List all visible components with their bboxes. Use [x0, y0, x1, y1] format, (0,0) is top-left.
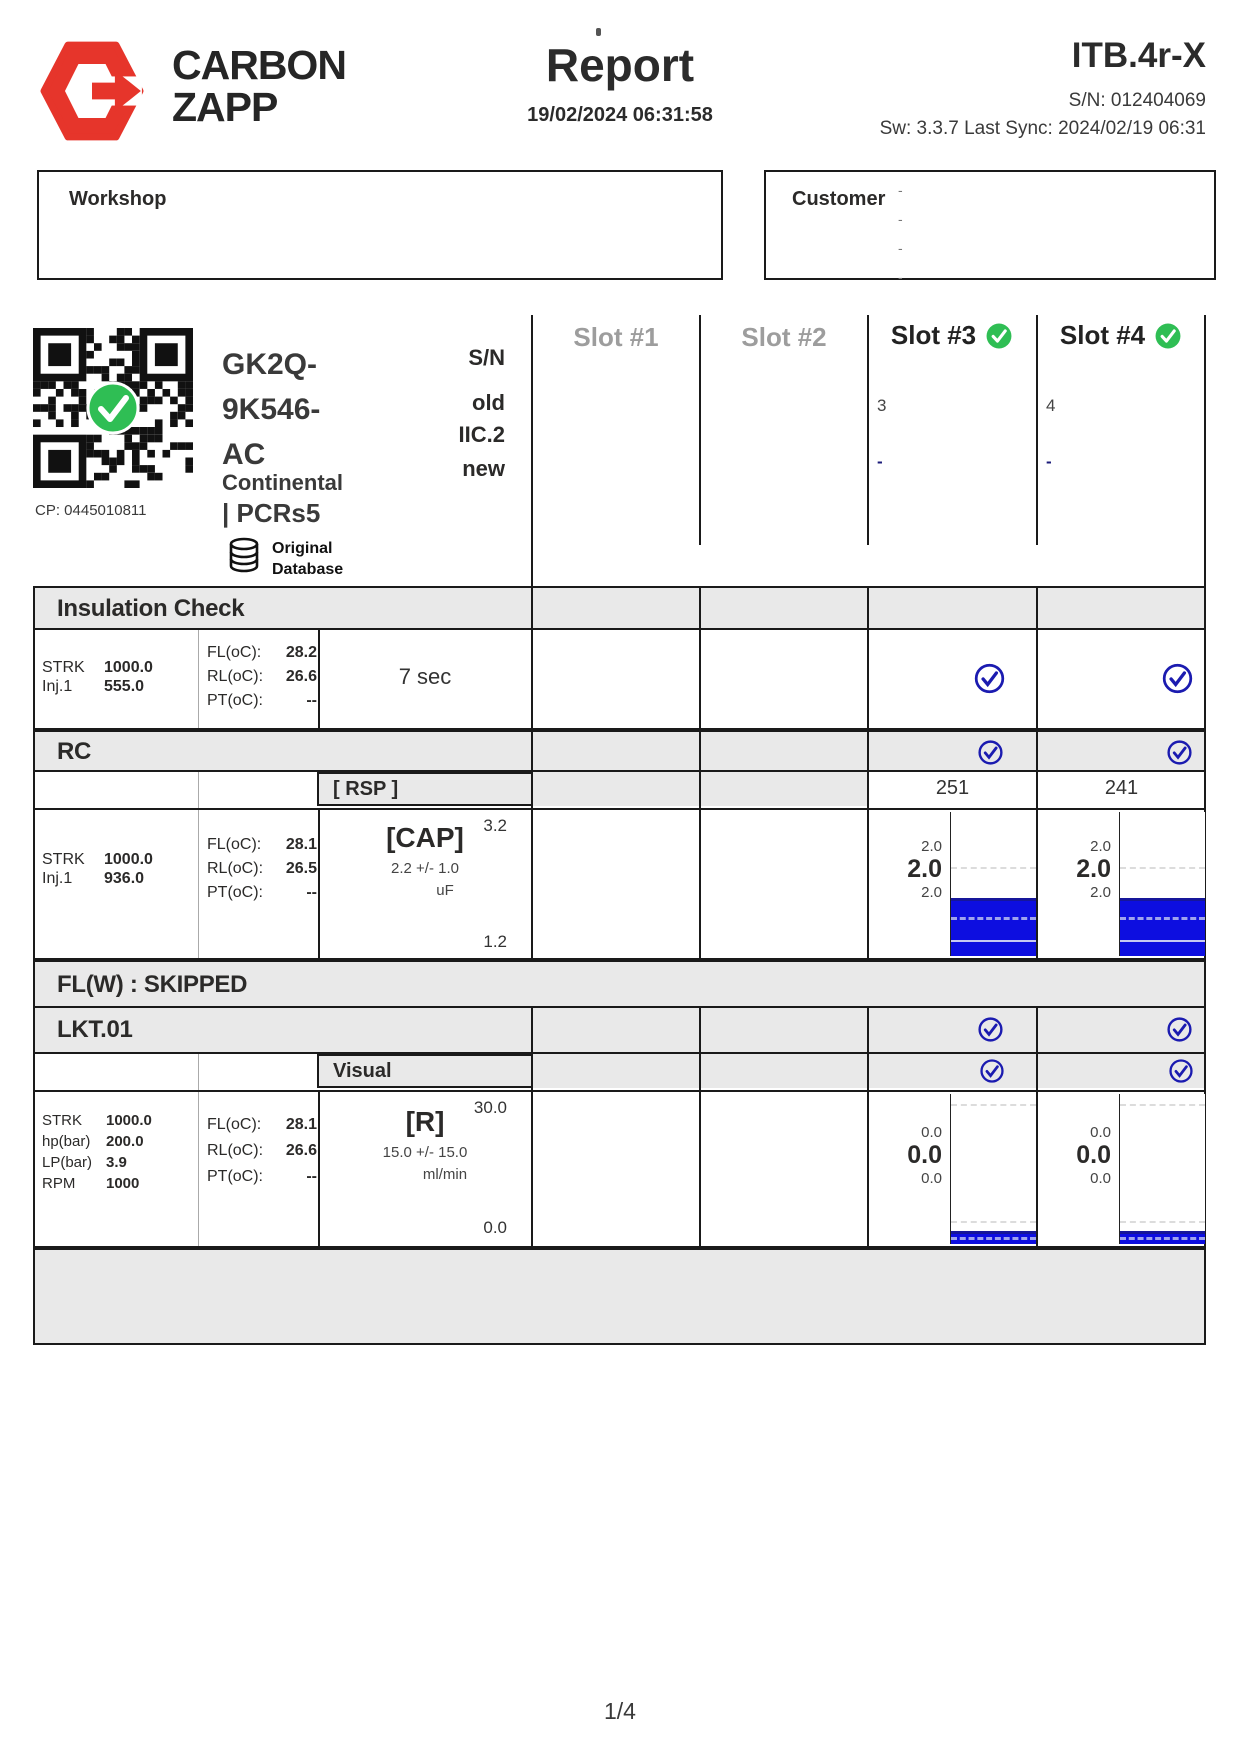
new-label: new — [462, 456, 505, 481]
cap-gauge-slot3 — [950, 812, 1036, 956]
r-data-row — [33, 1092, 1206, 1248]
value-avg: 0.0 — [1076, 1141, 1111, 1169]
slot-4-visual-check-icon — [1168, 1058, 1194, 1084]
slot-3-sn-old: 3 — [877, 396, 887, 415]
cap-slot3-values — [869, 838, 942, 901]
value-avg: 2.0 — [907, 855, 942, 883]
original-database-label — [272, 538, 343, 580]
temp-value: 26.6 — [285, 1142, 317, 1159]
param-label: STRK — [42, 659, 85, 676]
value-low: 0.0 — [1090, 1170, 1111, 1187]
temp-value: 26.5 — [285, 860, 317, 877]
value-low: 0.0 — [921, 1170, 942, 1187]
lkt-title: LKT.01 — [57, 1016, 133, 1043]
value-avg: 2.0 — [1076, 855, 1111, 883]
r-scale-min: 0.0 — [483, 1218, 507, 1237]
r-test-label: [R] — [405, 1106, 445, 1137]
manufacturer: Continental — [222, 470, 343, 495]
slot-3-lkt-check-icon — [977, 1016, 1004, 1043]
insulation-params — [42, 658, 153, 696]
r-gauge-slot4 — [1119, 1094, 1205, 1244]
logo-line1: CARBON — [172, 42, 346, 88]
param-value: 1000.0 — [104, 851, 153, 868]
slot-3-label: Slot #3 — [890, 320, 977, 350]
visual-label-cell — [317, 1054, 533, 1088]
table-footer-band — [33, 1248, 1206, 1345]
carbon-zapp-logo-icon — [40, 36, 144, 146]
qr-code — [33, 328, 193, 488]
param-label: Inj.1 — [42, 870, 73, 887]
part-number-line1: GK2Q- — [222, 348, 318, 381]
rsp-label: [ RSP ] — [333, 778, 399, 800]
param-label: LP(bar) — [42, 1154, 93, 1171]
slot-1-header: Slot #1 — [573, 322, 659, 352]
temp-value: 28.1 — [285, 836, 317, 853]
slot-3-pass-green-check-icon — [985, 322, 1013, 350]
customer-dash: - — [898, 182, 903, 198]
cap-slot4-values — [1038, 838, 1111, 901]
rsp-value-slot3: 251 — [935, 777, 970, 799]
param-value: 555.0 — [104, 678, 145, 695]
temp-label: PT(oC): — [207, 692, 263, 709]
value-high: 2.0 — [1090, 838, 1111, 855]
original-database-icon — [226, 536, 262, 578]
slot-3-rc-check-icon — [977, 739, 1004, 766]
customer-dash: - — [898, 269, 903, 285]
customer-dash: - — [898, 240, 903, 256]
lkt-band — [33, 1008, 1206, 1054]
rsp-row — [33, 772, 1206, 810]
original-database-line1: Original — [272, 540, 333, 557]
param-value: 936.0 — [104, 870, 145, 887]
temp-label: RL(oC): — [207, 668, 264, 685]
device-model: ITB.4r-X — [1071, 36, 1206, 75]
customer-box — [764, 170, 1216, 285]
qr-verified-icon — [88, 383, 138, 433]
param-label: RPM — [42, 1175, 76, 1192]
cap-tolerance: 2.2 +/- 1.0 — [391, 860, 459, 877]
coding-type-label: IIC.2 — [458, 422, 505, 447]
slot-4-label: Slot #4 — [1059, 320, 1146, 350]
table-divider — [1204, 315, 1206, 586]
value-low: 2.0 — [1090, 884, 1111, 901]
slot-4-lkt-check-icon — [1166, 1016, 1193, 1043]
cap-test-label: [CAP] — [386, 822, 464, 853]
visual-label: Visual — [333, 1060, 392, 1082]
value-low: 2.0 — [921, 884, 942, 901]
slot-4-header — [1038, 320, 1204, 351]
cap-params — [42, 850, 153, 888]
temp-label: FL(oC): — [207, 644, 262, 661]
temp-value: -- — [306, 884, 317, 901]
customer-label: Customer — [792, 188, 886, 210]
slot-4-insulation-check-icon — [1161, 662, 1194, 695]
r-tolerance: 15.0 +/- 15.0 — [382, 1144, 468, 1161]
original-database-line2: Database — [272, 561, 344, 578]
customer-placeholder-dashes — [898, 176, 903, 292]
slot-3-visual-check-icon — [979, 1058, 1005, 1084]
cap-scale-min: 1.2 — [483, 932, 507, 951]
slot-3-insulation-check-icon — [973, 662, 1006, 695]
rc-title: RC — [57, 738, 92, 765]
stray-dot — [596, 28, 601, 36]
param-value: 1000.0 — [106, 1112, 152, 1129]
workshop-label: Workshop — [69, 188, 167, 210]
param-label: STRK — [42, 1112, 83, 1129]
rc-band — [33, 730, 1206, 772]
temp-value: 26.6 — [285, 668, 317, 685]
table-divider — [531, 315, 533, 586]
sn-label: S/N — [468, 345, 505, 370]
temp-label: FL(oC): — [207, 1116, 262, 1133]
r-unit: ml/min — [422, 1166, 468, 1183]
rsp-value-slot4: 241 — [1104, 777, 1139, 799]
visual-row — [33, 1054, 1206, 1092]
temp-label: PT(oC): — [207, 884, 263, 901]
r-scale-max: 30.0 — [473, 1098, 507, 1117]
report-title: Report — [545, 39, 695, 91]
logo-wordmark — [172, 44, 346, 128]
insulation-result: 7 sec — [398, 664, 452, 689]
insulation-check-band — [33, 586, 1206, 630]
temp-value: 28.1 — [285, 1116, 317, 1133]
page-number: 1/4 — [604, 1698, 636, 1724]
value-high: 2.0 — [921, 838, 942, 855]
r-params — [42, 1110, 152, 1194]
slot-2-header: Slot #2 — [741, 322, 827, 352]
param-label: hp(bar) — [42, 1133, 91, 1150]
value-high: 0.0 — [1090, 1124, 1111, 1141]
cap-unit: uF — [436, 882, 454, 899]
temp-value: -- — [306, 1168, 317, 1185]
temp-label: PT(oC): — [207, 1168, 263, 1185]
r-slot4-values — [1038, 1124, 1111, 1187]
temp-label: RL(oC): — [207, 860, 264, 877]
slot-4-sn-new: - — [1046, 452, 1052, 471]
device-sw-sync: Sw: 3.3.7 Last Sync: 2024/02/19 06:31 — [879, 118, 1206, 139]
r-gauge-slot3 — [950, 1094, 1036, 1244]
slot-4-sn-old: 4 — [1046, 396, 1056, 415]
insulation-check-title: Insulation Check — [57, 595, 245, 622]
flw-band — [33, 960, 1206, 1008]
slot-3-sn-new: - — [877, 452, 883, 471]
cap-gauge-slot4 — [1119, 812, 1205, 956]
param-value: 1000 — [106, 1175, 140, 1192]
param-label: STRK — [42, 851, 85, 868]
temp-label: RL(oC): — [207, 1142, 264, 1159]
r-slot3-values — [869, 1124, 942, 1187]
part-number-line2: 9K546- — [222, 393, 321, 426]
param-value: 1000.0 — [104, 659, 153, 676]
part-number-line3: AC — [222, 438, 266, 471]
old-label: old — [472, 390, 505, 415]
param-label: Inj.1 — [42, 678, 73, 695]
param-value: 200.0 — [106, 1133, 144, 1150]
logo-line2: ZAPP — [172, 84, 278, 130]
cp-number: CP: 0445010811 — [35, 502, 147, 519]
param-value: 3.9 — [106, 1154, 127, 1171]
flw-title: FL(W) : SKIPPED — [57, 971, 248, 998]
injector-family: | PCRs5 — [222, 498, 321, 528]
rsp-label-cell — [317, 772, 533, 806]
value-avg: 0.0 — [907, 1141, 942, 1169]
insulation-data-row — [33, 630, 1206, 730]
cap-data-row — [33, 810, 1206, 960]
temp-value: -- — [306, 692, 317, 709]
workshop-box — [37, 170, 723, 280]
slot-4-rc-check-icon — [1166, 739, 1193, 766]
slot-4-pass-green-check-icon — [1154, 322, 1182, 350]
slot-3-header — [869, 320, 1035, 351]
report-datetime: 19/02/2024 06:31:58 — [527, 104, 713, 126]
temp-value: 28.2 — [285, 644, 317, 661]
customer-dash: - — [898, 211, 903, 227]
device-serial: S/N: 012404069 — [1068, 90, 1206, 111]
cap-scale-max: 3.2 — [483, 816, 507, 835]
value-high: 0.0 — [921, 1124, 942, 1141]
temp-label: FL(oC): — [207, 836, 262, 853]
